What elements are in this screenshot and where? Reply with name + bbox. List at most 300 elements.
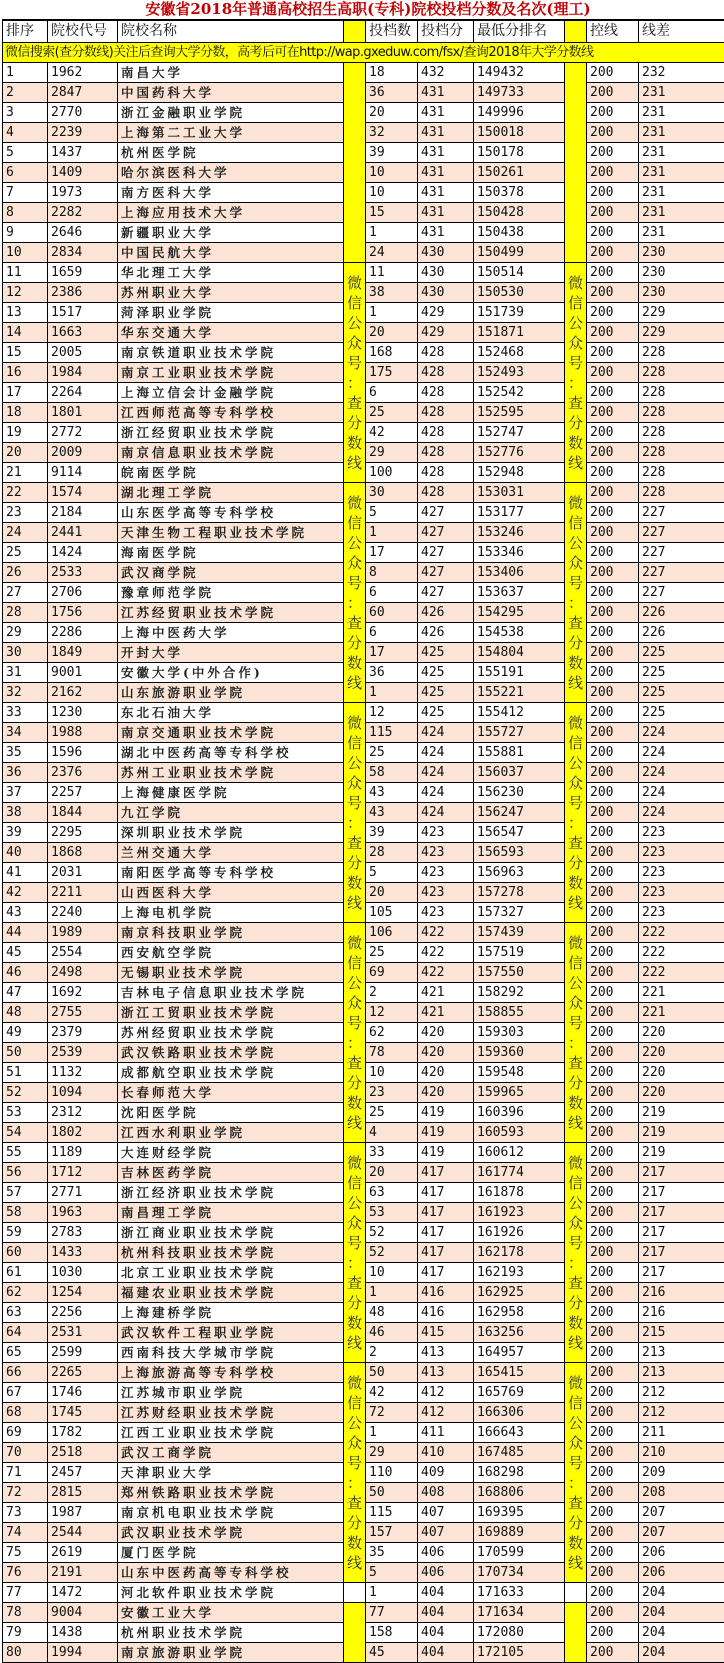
cell-name: 上海电机学院 [118, 903, 344, 923]
cell-min-rank: 170734 [474, 1563, 565, 1583]
cell-control: 200 [587, 1323, 639, 1343]
cell-code: 1849 [48, 643, 118, 663]
cell-min-rank: 153031 [474, 483, 565, 503]
cell-name: 长春师范大学 [118, 1083, 344, 1103]
cell-rank: 12 [3, 283, 48, 303]
cell-count: 1 [366, 523, 418, 543]
cell-code: 1472 [48, 1583, 118, 1603]
cell-control: 200 [587, 1003, 639, 1023]
cell-diff: 228 [639, 423, 724, 443]
cell-rank: 67 [3, 1383, 48, 1403]
cell-rank: 10 [3, 243, 48, 263]
cell-code: 1962 [48, 63, 118, 83]
cell-name: 豫章师范学院 [118, 583, 344, 603]
cell-name: 九江学院 [118, 803, 344, 823]
cell-diff: 226 [639, 603, 724, 623]
cell-diff: 223 [639, 883, 724, 903]
cell-control: 200 [587, 783, 639, 803]
cell-diff: 221 [639, 1003, 724, 1023]
cell-code: 1801 [48, 403, 118, 423]
cell-min-rank: 153406 [474, 563, 565, 583]
cell-min-rank: 150261 [474, 163, 565, 183]
cell-count: 15 [366, 203, 418, 223]
cell-code: 2211 [48, 883, 118, 903]
cell-min-rank: 150499 [474, 243, 565, 263]
cell-diff: 208 [639, 1483, 724, 1503]
cell-score: 427 [418, 563, 474, 583]
cell-name: 安徽工业大学 [118, 1603, 344, 1623]
notice-row [3, 43, 724, 63]
cell-min-rank: 155412 [474, 703, 565, 723]
cell-code: 1409 [48, 163, 118, 183]
cell-rank: 50 [3, 1043, 48, 1063]
cell-control: 200 [587, 743, 639, 763]
cell-diff: 207 [639, 1503, 724, 1523]
cell-control: 200 [587, 303, 639, 323]
cell-count: 10 [366, 163, 418, 183]
cell-diff: 231 [639, 83, 724, 103]
cell-control: 200 [587, 1043, 639, 1063]
cell-name: 江苏城市职业学院 [118, 1383, 344, 1403]
cell-count: 1 [366, 1283, 418, 1303]
cell-rank: 47 [3, 983, 48, 1003]
cell-count: 1 [366, 223, 418, 243]
cell-name: 河北软件职业技术学院 [118, 1583, 344, 1603]
cell-count: 52 [366, 1223, 418, 1243]
cell-diff: 227 [639, 503, 724, 523]
cell-control: 200 [587, 1083, 639, 1103]
cell-diff: 219 [639, 1143, 724, 1163]
watermark-column-left [344, 63, 366, 263]
cell-code: 2379 [48, 1023, 118, 1043]
cell-min-rank: 162925 [474, 1283, 565, 1303]
cell-code: 1756 [48, 603, 118, 623]
cell-min-rank: 152595 [474, 403, 565, 423]
cell-count: 1 [366, 1423, 418, 1443]
cell-score: 427 [418, 583, 474, 603]
header-spacer-right [565, 21, 587, 43]
cell-code: 9114 [48, 463, 118, 483]
cell-rank: 38 [3, 803, 48, 823]
cell-count: 29 [366, 443, 418, 463]
cell-rank: 4 [3, 123, 48, 143]
cell-min-rank: 151871 [474, 323, 565, 343]
cell-min-rank: 153637 [474, 583, 565, 603]
cell-min-rank: 157550 [474, 963, 565, 983]
cell-code: 2847 [48, 83, 118, 103]
cell-diff: 225 [639, 703, 724, 723]
watermark-column-right [565, 63, 587, 263]
cell-rank: 60 [3, 1243, 48, 1263]
cell-rank: 28 [3, 603, 48, 623]
cell-control: 200 [587, 1283, 639, 1303]
cell-code: 2386 [48, 283, 118, 303]
cell-count: 10 [366, 183, 418, 203]
cell-min-rank: 165415 [474, 1363, 565, 1383]
cell-diff: 224 [639, 803, 724, 823]
vertical-watermark-text: 微 信 公 众 号 ： 查 分 数 线 [344, 1373, 365, 1573]
cell-name: 杭州医学院 [118, 143, 344, 163]
cell-diff: 230 [639, 283, 724, 303]
cell-name: 浙江经济职业技术学院 [118, 1183, 344, 1203]
cell-score: 421 [418, 983, 474, 1003]
cell-min-rank: 171633 [474, 1583, 565, 1603]
cell-name: 江西工业职业技术学院 [118, 1423, 344, 1443]
cell-control: 200 [587, 603, 639, 623]
cell-count: 43 [366, 783, 418, 803]
cell-code: 2264 [48, 383, 118, 403]
cell-code: 2755 [48, 1003, 118, 1023]
cell-name: 江苏财经职业技术学院 [118, 1403, 344, 1423]
cell-code: 1987 [48, 1503, 118, 1523]
header-spacer-left [344, 21, 366, 43]
cell-min-rank: 169395 [474, 1503, 565, 1523]
cell-name: 华北理工大学 [118, 263, 344, 283]
cell-diff: 213 [639, 1343, 724, 1363]
cell-diff: 223 [639, 863, 724, 883]
cell-count: 110 [366, 1463, 418, 1483]
table-row [3, 63, 724, 83]
cell-min-rank: 152776 [474, 443, 565, 463]
cell-code: 1994 [48, 1643, 118, 1663]
cell-name: 哈尔滨医科大学 [118, 163, 344, 183]
cell-rank: 2 [3, 83, 48, 103]
cell-min-rank: 153177 [474, 503, 565, 523]
cell-rank: 57 [3, 1183, 48, 1203]
cell-name: 海南医学院 [118, 543, 344, 563]
cell-diff: 230 [639, 243, 724, 263]
cell-code: 2184 [48, 503, 118, 523]
cell-control: 200 [587, 1423, 639, 1443]
cell-code: 2256 [48, 1303, 118, 1323]
cell-control: 200 [587, 403, 639, 423]
cell-diff: 227 [639, 523, 724, 543]
cell-min-rank: 155881 [474, 743, 565, 763]
cell-code: 2772 [48, 423, 118, 443]
vertical-watermark-text: 微 信 公 众 号 ： 查 分 数 线 [344, 1153, 365, 1353]
cell-count: 115 [366, 1503, 418, 1523]
cell-diff: 232 [639, 63, 724, 83]
cell-name: 山东旅游职业学院 [118, 683, 344, 703]
cell-diff: 221 [639, 983, 724, 1003]
cell-name: 武汉工商学院 [118, 1443, 344, 1463]
cell-control: 200 [587, 1543, 639, 1563]
cell-rank: 17 [3, 383, 48, 403]
cell-name: 南昌理工学院 [118, 1203, 344, 1223]
cell-name: 无锡职业技术学院 [118, 963, 344, 983]
cell-min-rank: 149432 [474, 63, 565, 83]
cell-min-rank: 161878 [474, 1183, 565, 1203]
cell-control: 200 [587, 1203, 639, 1223]
cell-diff: 231 [639, 183, 724, 203]
cell-control: 200 [587, 703, 639, 723]
vertical-watermark-text: 微 信 公 众 号 ： 查 分 数 线 [565, 273, 586, 473]
cell-score: 409 [418, 1463, 474, 1483]
cell-control: 200 [587, 1223, 639, 1243]
header-score: 投档分 [418, 21, 474, 43]
cell-diff: 204 [639, 1583, 724, 1603]
cell-control: 200 [587, 1643, 639, 1663]
cell-score: 423 [418, 903, 474, 923]
table-row [3, 483, 724, 503]
cell-control: 200 [587, 943, 639, 963]
cell-code: 2646 [48, 223, 118, 243]
cell-control: 200 [587, 183, 639, 203]
cell-control: 200 [587, 423, 639, 443]
cell-rank: 80 [3, 1643, 48, 1663]
cell-control: 200 [587, 363, 639, 383]
cell-diff: 224 [639, 723, 724, 743]
cell-rank: 11 [3, 263, 48, 283]
cell-code: 2518 [48, 1443, 118, 1463]
cell-count: 17 [366, 643, 418, 663]
header-name: 院校名称 [118, 21, 344, 43]
cell-count: 39 [366, 823, 418, 843]
cell-count: 8 [366, 563, 418, 583]
sheet-title: 安徽省2018年普通高校招生高职(专科)院校投档分数及名次(理工) [2, 0, 724, 20]
cell-min-rank: 159965 [474, 1083, 565, 1103]
cell-rank: 44 [3, 923, 48, 943]
cell-min-rank: 166306 [474, 1403, 565, 1423]
cell-count: 157 [366, 1523, 418, 1543]
cell-score: 430 [418, 283, 474, 303]
cell-diff: 224 [639, 783, 724, 803]
watermark-column-right [565, 923, 587, 1143]
cell-name: 吉林电子信息职业技术学院 [118, 983, 344, 1003]
cell-score: 424 [418, 803, 474, 823]
cell-min-rank: 157439 [474, 923, 565, 943]
cell-min-rank: 151739 [474, 303, 565, 323]
cell-code: 1437 [48, 143, 118, 163]
cell-count: 168 [366, 343, 418, 363]
cell-rank: 48 [3, 1003, 48, 1023]
cell-diff: 228 [639, 403, 724, 423]
cell-score: 425 [418, 683, 474, 703]
cell-rank: 78 [3, 1603, 48, 1623]
cell-score: 431 [418, 143, 474, 163]
cell-score: 428 [418, 443, 474, 463]
cell-name: 杭州职业技术学院 [118, 1623, 344, 1643]
cell-code: 1433 [48, 1243, 118, 1263]
cell-min-rank: 158292 [474, 983, 565, 1003]
cell-name: 武汉商学院 [118, 563, 344, 583]
cell-score: 421 [418, 1003, 474, 1023]
cell-control: 200 [587, 223, 639, 243]
cell-rank: 66 [3, 1363, 48, 1383]
cell-min-rank: 162178 [474, 1243, 565, 1263]
cell-rank: 55 [3, 1143, 48, 1163]
cell-min-rank: 150428 [474, 203, 565, 223]
cell-diff: 217 [639, 1183, 724, 1203]
cell-code: 2531 [48, 1323, 118, 1343]
cell-control: 200 [587, 103, 639, 123]
cell-control: 200 [587, 1363, 639, 1383]
cell-rank: 42 [3, 883, 48, 903]
cell-score: 410 [418, 1443, 474, 1463]
cell-name: 山东中医药高等专科学校 [118, 1563, 344, 1583]
cell-control: 200 [587, 1503, 639, 1523]
cell-name: 杭州科技职业技术学院 [118, 1243, 344, 1263]
cell-score: 416 [418, 1283, 474, 1303]
cell-control: 200 [587, 543, 639, 563]
cell-count: 18 [366, 63, 418, 83]
cell-name: 大连财经学院 [118, 1143, 344, 1163]
cell-rank: 46 [3, 963, 48, 983]
table-row [3, 703, 724, 723]
cell-score: 425 [418, 703, 474, 723]
cell-score: 407 [418, 1523, 474, 1543]
cell-diff: 217 [639, 1263, 724, 1283]
cell-score: 407 [418, 1503, 474, 1523]
cell-name: 江苏经贸职业技术学院 [118, 603, 344, 623]
cell-diff: 231 [639, 203, 724, 223]
cell-count: 46 [366, 1323, 418, 1343]
cell-min-rank: 167485 [474, 1443, 565, 1463]
cell-name: 成都航空职业技术学院 [118, 1063, 344, 1083]
cell-name: 南京机电职业技术学院 [118, 1503, 344, 1523]
cell-min-rank: 157278 [474, 883, 565, 903]
cell-rank: 29 [3, 623, 48, 643]
cell-score: 413 [418, 1363, 474, 1383]
cell-score: 431 [418, 123, 474, 143]
cell-code: 1712 [48, 1163, 118, 1183]
cell-diff: 231 [639, 103, 724, 123]
table-row [3, 923, 724, 943]
cell-code: 1659 [48, 263, 118, 283]
cell-code: 1984 [48, 363, 118, 383]
cell-diff: 219 [639, 1123, 724, 1143]
cell-control: 200 [587, 683, 639, 703]
cell-name: 浙江金融职业学院 [118, 103, 344, 123]
cell-name: 天津生物工程职业技术学院 [118, 523, 344, 543]
cell-min-rank: 156963 [474, 863, 565, 883]
cell-name: 深圳职业技术学院 [118, 823, 344, 843]
cell-min-rank: 164957 [474, 1343, 565, 1363]
cell-code: 1030 [48, 1263, 118, 1283]
cell-diff: 224 [639, 763, 724, 783]
cell-count: 35 [366, 1543, 418, 1563]
cell-score: 428 [418, 483, 474, 503]
cell-min-rank: 161923 [474, 1203, 565, 1223]
cell-code: 1663 [48, 323, 118, 343]
cell-rank: 6 [3, 163, 48, 183]
cell-diff: 231 [639, 123, 724, 143]
cell-count: 115 [366, 723, 418, 743]
cell-score: 422 [418, 923, 474, 943]
cell-score: 425 [418, 663, 474, 683]
cell-min-rank: 168298 [474, 1463, 565, 1483]
watermark-column-right [565, 703, 587, 923]
cell-score: 431 [418, 83, 474, 103]
cell-score: 406 [418, 1543, 474, 1563]
notice-text: 微信搜索(查分数线)关注后查询大学分数，高考后可在http://wap.gxeduw.com/fsx/查询2018年大学分数线 [3, 43, 724, 63]
cell-code: 1746 [48, 1383, 118, 1403]
cell-name: 吉林医药学院 [118, 1163, 344, 1183]
cell-rank: 33 [3, 703, 48, 723]
vertical-watermark-text: 微 信 公 众 号 ： 查 分 数 线 [565, 1153, 586, 1353]
watermark-column-right [565, 483, 587, 703]
cell-count: 25 [366, 743, 418, 763]
cell-rank: 53 [3, 1103, 48, 1123]
cell-control: 200 [587, 463, 639, 483]
cell-control: 200 [587, 283, 639, 303]
cell-count: 1 [366, 1583, 418, 1603]
cell-min-rank: 153246 [474, 523, 565, 543]
cell-score: 428 [418, 463, 474, 483]
cell-min-rank: 160593 [474, 1123, 565, 1143]
cell-control: 200 [587, 123, 639, 143]
cell-rank: 21 [3, 463, 48, 483]
cell-name: 南京旅游职业学院 [118, 1643, 344, 1663]
cell-control: 200 [587, 523, 639, 543]
cell-code: 2240 [48, 903, 118, 923]
cell-code: 2539 [48, 1043, 118, 1063]
cell-name: 山东医学高等专科学校 [118, 503, 344, 523]
cell-score: 428 [418, 383, 474, 403]
cell-count: 72 [366, 1403, 418, 1423]
cell-name: 湖北理工学院 [118, 483, 344, 503]
cell-control: 200 [587, 563, 639, 583]
cell-rank: 16 [3, 363, 48, 383]
cell-code: 2783 [48, 1223, 118, 1243]
table-row [3, 1603, 724, 1623]
cell-score: 429 [418, 303, 474, 323]
cell-name: 西安航空学院 [118, 943, 344, 963]
cell-diff: 212 [639, 1383, 724, 1403]
cell-rank: 51 [3, 1063, 48, 1083]
cell-count: 78 [366, 1043, 418, 1063]
cell-min-rank: 156247 [474, 803, 565, 823]
cell-code: 1424 [48, 543, 118, 563]
header-code: 院校代号 [48, 21, 118, 43]
table-row [3, 1143, 724, 1163]
cell-min-rank: 158855 [474, 1003, 565, 1023]
cell-diff: 228 [639, 463, 724, 483]
table-row [3, 1583, 724, 1603]
cell-score: 424 [418, 723, 474, 743]
cell-score: 423 [418, 823, 474, 843]
cell-count: 4 [366, 1123, 418, 1143]
cell-name: 中国药科大学 [118, 83, 344, 103]
cell-rank: 77 [3, 1583, 48, 1603]
cell-count: 28 [366, 843, 418, 863]
cell-count: 158 [366, 1623, 418, 1643]
cell-diff: 228 [639, 483, 724, 503]
cell-code: 1438 [48, 1623, 118, 1643]
cell-control: 200 [587, 643, 639, 663]
cell-score: 408 [418, 1483, 474, 1503]
cell-diff: 219 [639, 1103, 724, 1123]
cell-score: 426 [418, 623, 474, 643]
cell-name: 中国民航大学 [118, 243, 344, 263]
cell-rank: 22 [3, 483, 48, 503]
cell-name: 皖南医学院 [118, 463, 344, 483]
cell-rank: 30 [3, 643, 48, 663]
cell-code: 9004 [48, 1603, 118, 1623]
cell-diff: 228 [639, 363, 724, 383]
cell-min-rank: 168806 [474, 1483, 565, 1503]
cell-count: 1 [366, 683, 418, 703]
cell-score: 417 [418, 1243, 474, 1263]
cell-diff: 223 [639, 843, 724, 863]
cell-diff: 222 [639, 963, 724, 983]
cell-min-rank: 156547 [474, 823, 565, 843]
cell-name: 南阳医学高等专科学校 [118, 863, 344, 883]
cell-count: 2 [366, 1343, 418, 1363]
table-row [3, 1363, 724, 1383]
cell-control: 200 [587, 663, 639, 683]
cell-count: 69 [366, 963, 418, 983]
